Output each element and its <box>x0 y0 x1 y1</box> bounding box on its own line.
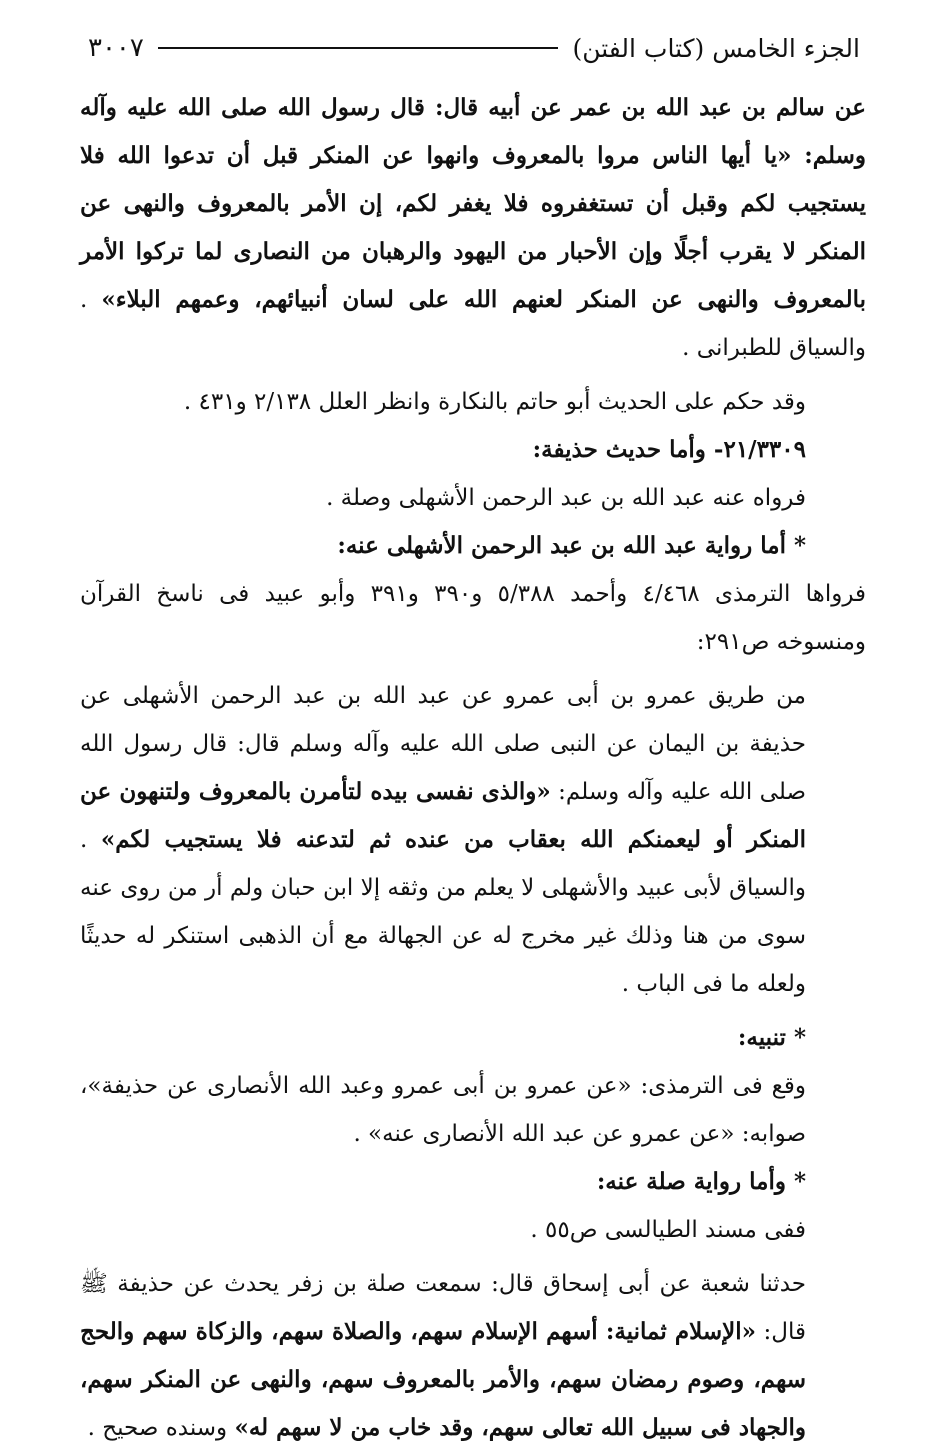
paragraph-shuba-chain <box>80 1260 866 1452</box>
chain-text: من طريق عمرو بن أبى عمرو عن عبد الله بن عبد الرحمن الأشهلى عن حذيفة بن اليمان عن النبى صلى الله عليه وآله وسلم قال: قال رسول الله صلى الله عليه وآله وسلم: <box>80 683 806 805</box>
paragraph-amr-chain <box>80 672 866 1008</box>
hadith-source-note: . والسياق للطبرانى . <box>80 287 866 361</box>
hadith-text: عن سالم بن عبد الله بن عمر عن أبيه قال: قال رسول الله صلى الله عليه وآله وسلم: «يا أيها الناس مروا بالمعروف وانهوا عن المنكر قبل أن تدعوا الله فلا يستجيب لكم وقبل أن تستغفروه فلا يغفر لكم، إن الأمر بالمعروف والنهى عن المنكر لا يقرب أجلًا وإن الأحبار من اليهود والرهبان من النصارى لما تركوا الأمر بالمعروف والنهى عن المنكر لعنهم الله على لسان أنبيائهم، وعمهم البلاء» <box>80 94 866 313</box>
header-rule <box>158 47 559 49</box>
page-number: ٣٠٠٧ <box>88 33 144 63</box>
chain-text-2: حدثنا شعبة عن أبى إسحاق قال: سمعت صلة بن زفر يحدث عن حذيفة ﷺ قال: <box>80 1271 806 1345</box>
page-header <box>88 30 860 66</box>
isnad-verdict: وسنده صحيح . <box>87 1415 235 1441</box>
subheading-ashhali: * أما رواية عبد الله بن عبد الرحمن الأشهلى عنه: <box>337 532 806 559</box>
subheading-sila: * وأما رواية صلة عنه: <box>596 1168 806 1195</box>
paragraph-correction: وقع فى الترمذى: «عن عمرو بن أبى عمرو وعبد الله الأنصارى عن حذيفة»، صوابه: «عن عمرو عن عبد الله الأنصارى عنه» . <box>80 1073 806 1147</box>
hadith-text-3: «الإسلام ثمانية: أسهم الإسلام سهم، والصلاة سهم، والزكاة سهم والحج سهم، وصوم رمضان سهم، والأمر بالمعروف سهم، والنهى عن المنكر سهم، والجهاد فى سبيل الله تعالى سهم، وقد خاب من لا سهم له» <box>80 1318 806 1441</box>
paragraph-salim-hadith <box>80 84 866 372</box>
chain-commentary: . والسياق لأبى عبيد والأشهلى لا يعلم من وثقه إلا ابن حبان ولم أر من روى عنه سوى من هنا وذلك غير مخرج له عن الجهالة مع أن الذهبى استنكر له حديثًا ولعله ما فى الباب . <box>80 827 806 997</box>
running-title: الجزء الخامس (كتاب الفتن) <box>572 33 860 63</box>
paragraph-tayalisi: ففى مسند الطيالسى ص٥٥ . <box>530 1217 806 1243</box>
section-heading-hudhayfa: ٢١/٣٣٠٩- وأما حديث حذيفة: <box>532 436 806 463</box>
subheading-note: * تنبيه: <box>737 1024 806 1051</box>
paragraph-narrators: فرواه عنه عبد الله بن عبد الرحمن الأشهلى وصلة . <box>326 485 806 511</box>
hadith-text-2: «والذى نفسى بيده لتأمرن بالمعروف ولتنهون عن المنكر أو ليعمنكم الله بعقاب من عنده ثم لتدعنه فلا يستجيب لكم» <box>80 778 806 853</box>
paragraph-tirmidhi-sources: فرواها الترمذى ٤/٤٦٨ وأحمد ٥/٣٨٨ و٣٩٠ و٣٩١ وأبو عبيد فى ناسخ القرآن ومنسوخه ص٢٩١: <box>80 581 866 655</box>
page-body <box>80 84 866 1452</box>
paragraph-ruling: وقد حكم على الحديث أبو حاتم بالنكارة وانظر العلل ٢/١٣٨ و٤٣١ . <box>183 389 806 415</box>
